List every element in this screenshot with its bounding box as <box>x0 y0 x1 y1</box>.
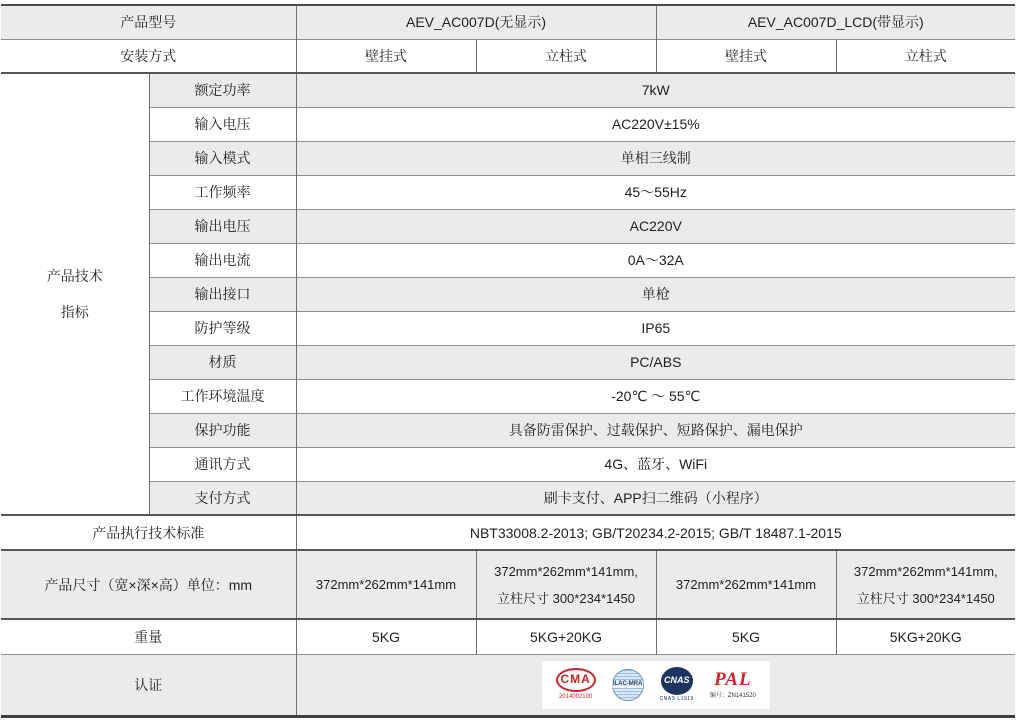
row-standard <box>1 515 1015 550</box>
model-no-display-cell: AEV_AC007D(无显示) <box>296 5 656 39</box>
spec-value: PC/ABS <box>296 345 1015 379</box>
cnas-logo-mark: CNAS <box>661 667 693 695</box>
ilac-mra-cert-logo <box>612 669 644 701</box>
weight-label: 重量 <box>1 619 296 654</box>
pal-logo-mark: PAL <box>714 669 752 691</box>
spec-value: IP65 <box>296 311 1015 345</box>
spec-value: 单相三线制 <box>296 141 1015 175</box>
spec-label: 保护功能 <box>149 413 296 447</box>
spec-value: 具备防雷保护、过载保护、短路保护、漏电保护 <box>296 413 1015 447</box>
row-install-type <box>1 39 1015 73</box>
cma-cert-number: 2014002100 <box>558 694 593 701</box>
spec-row <box>1 447 1015 481</box>
ilac-logo-text: ILAC-MRA <box>612 681 643 688</box>
spec-label: 输出电流 <box>149 243 296 277</box>
spec-value: 4G、蓝牙、WiFi <box>296 447 1015 481</box>
weight-cell: 5KG <box>296 619 476 654</box>
spec-label: 输出电压 <box>149 209 296 243</box>
dimensions-cell <box>656 550 836 619</box>
spec-row <box>1 73 1015 107</box>
dimensions-label: 产品尺寸（宽×深×高）单位：mm <box>1 550 296 619</box>
spec-row <box>1 311 1015 345</box>
weight-cell: 5KG+20KG <box>476 619 656 654</box>
weight-cell: 5KG <box>656 619 836 654</box>
spec-row <box>1 277 1015 311</box>
model-lcd-cell: AEV_AC007D_LCD(带显示) <box>656 5 1015 39</box>
spec-row <box>1 379 1015 413</box>
spec-row <box>1 107 1015 141</box>
tech-section-label-line2: 指标 <box>60 304 89 320</box>
certification-label: 认证 <box>1 654 296 716</box>
install-type-cell: 壁挂式 <box>296 39 476 73</box>
spec-label: 额定功率 <box>149 73 296 107</box>
row-product-model <box>1 5 1015 39</box>
spec-value: 刷卡支付、APP扫二维码（小程序） <box>296 481 1015 515</box>
row-certification <box>1 654 1015 716</box>
cma-logo-mark: CMA <box>556 668 596 692</box>
product-spec-table <box>1 4 1015 718</box>
dimensions-cell <box>836 550 1015 619</box>
certification-logo-strip <box>542 661 770 709</box>
dimensions-cell <box>296 550 476 619</box>
standard-value: NBT33008.2-2013; GB/T20234.2-2015; GB/T 18487.1-2015 <box>296 515 1015 550</box>
tech-section-label <box>1 73 149 515</box>
spec-row <box>1 481 1015 515</box>
install-type-cell: 立柱式 <box>836 39 1015 73</box>
spec-label: 材质 <box>149 345 296 379</box>
dimension-line: 372mm*262mm*141mm, <box>853 563 998 579</box>
spec-label: 输入模式 <box>149 141 296 175</box>
spec-label: 输入电压 <box>149 107 296 141</box>
cma-cert-logo <box>556 668 596 701</box>
pal-cert-logo <box>710 669 756 700</box>
spec-label: 通讯方式 <box>149 447 296 481</box>
spec-row <box>1 175 1015 209</box>
cnas-cert-number: CNAS L1919 <box>659 695 694 702</box>
spec-label: 工作频率 <box>149 175 296 209</box>
spec-row <box>1 243 1015 277</box>
weight-cell: 5KG+20KG <box>836 619 1015 654</box>
spec-label: 工作环境温度 <box>149 379 296 413</box>
spec-value: AC220V <box>296 209 1015 243</box>
install-type-label: 安装方式 <box>1 39 296 73</box>
row-weight <box>1 619 1015 654</box>
standard-label: 产品执行技术标准 <box>1 515 296 550</box>
spec-value: 0A～32A <box>296 243 1015 277</box>
ilac-globe-icon <box>612 669 644 701</box>
install-type-cell: 立柱式 <box>476 39 656 73</box>
product-model-label: 产品型号 <box>1 5 296 39</box>
spec-label: 支付方式 <box>149 481 296 515</box>
install-type-cell: 壁挂式 <box>656 39 836 73</box>
spec-value: 45～55Hz <box>296 175 1015 209</box>
dimension-line: 372mm*262mm*141mm, <box>494 563 638 579</box>
spec-label: 输出接口 <box>149 277 296 311</box>
spec-value: 单枪 <box>296 277 1015 311</box>
spec-row <box>1 141 1015 175</box>
cnas-cert-logo <box>660 667 694 703</box>
pal-cert-number: 编号：ZN141520 <box>709 692 756 699</box>
spec-value: AC220V±15% <box>296 107 1015 141</box>
dimension-line: 立柱尺寸 300*234*1450 <box>856 590 995 606</box>
dimension-line: 372mm*262mm*141mm <box>315 577 457 592</box>
spec-row <box>1 413 1015 447</box>
dimensions-cell <box>476 550 656 619</box>
spec-row <box>1 209 1015 243</box>
tech-section-label-line1: 产品技术 <box>46 268 103 284</box>
spec-value: -20℃ ～ 55℃ <box>296 379 1015 413</box>
dimension-line: 372mm*262mm*141mm <box>675 577 817 592</box>
row-dimensions <box>1 550 1015 619</box>
spec-row <box>1 345 1015 379</box>
spec-label: 防护等级 <box>149 311 296 345</box>
certification-cell <box>296 654 1015 716</box>
spec-value: 7kW <box>296 73 1015 107</box>
dimension-line: 立柱尺寸 300*234*1450 <box>496 590 636 606</box>
